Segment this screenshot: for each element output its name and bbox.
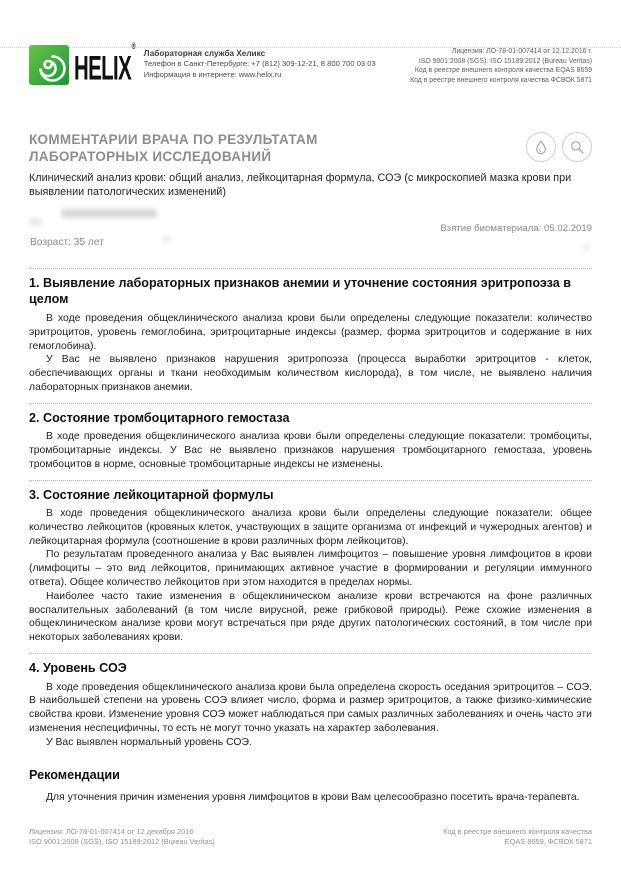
- license-line: Код в реестре внешнего контроля качества ФСВОК 5871: [410, 76, 592, 84]
- patient-age: Возраст: 35 лет: [30, 236, 104, 248]
- title-row: [29, 131, 592, 165]
- company-phone: Телефон в Санкт-Петербурге: +7 (812) 309-12-21, 8 800 700 03 03: [143, 59, 376, 68]
- company-name: Лабораторная служба Хеликс: [143, 49, 266, 58]
- section-heading: 4. Уровень СОЭ: [29, 661, 127, 676]
- redacted-patient-name: [61, 209, 157, 218]
- section-paragraph: По результатам проведенного анализа у Вас выявлен лимфоцитоз – повышение уровня лимфоцитов в крови (лимфоциты – это вид лейкоцитов, принимающих активное участие в формировании и регуляции иммунного ответа). Общее количество лейкоцитов при этом находится в пределах нормы.: [29, 549, 592, 589]
- company-contact-block: [144, 45, 376, 80]
- microscopy-magnifier-icon: [562, 132, 592, 162]
- page-footer: [29, 827, 592, 847]
- section-paragraph: В ходе проведения общеклинического анализа крови были определены следующие показатели: общее количество лейкоцитов (кровяных клеток, участвующих в защите организма от инфекций и чужеродных агентов) и лейкоцитарная формула (соотношение в крови различных форм лейкоцитов).: [29, 508, 592, 547]
- logo-wordmark: HELIX®: [74, 41, 136, 88]
- section-paragraph: Наиболее часто такие изменения в общеклиническом анализе крови встречаются на фоне различных воспалительных заболеваний (в том числе вирусной, реже грибковой природы). Реже схожие изменения в общеклиническом анализе крови могут встречаться при ряде других патологических состояний, в том числе при некоторых заболеваниях крови.: [29, 590, 592, 644]
- recommendations-section: [29, 767, 592, 805]
- license-block: [410, 45, 592, 85]
- redacted-text: [582, 245, 590, 250]
- section-paragraph: В ходе проведения общеклинического анализа крови была определена скорость оседания эритроцитов – СОЭ. В наибольшей степени на уровень СОЭ влияет число, форма и размер эритроцитов, а также физико-химические свойства крови. Изменение уровня СОЭ может наблюдаться при самых различных заболеваниях и очень часто эти изменения неспецифичны, то есть не могут точно указать на характер заболевания.: [29, 681, 592, 734]
- section-paragraph: У Вас выявлен нормальный уровень СОЭ.: [46, 736, 252, 748]
- section-heading: 3. Состояние лейкоцитарной формулы: [29, 487, 274, 502]
- recommendations-paragraph: Для уточнения причин изменения уровня лимфоцитов в крови Вам целесообразно посетить врача-терапевта.: [46, 792, 580, 804]
- footer-line: Код в реестре внешнего контроля качества: [443, 827, 592, 836]
- license-line: ISO 9001:2008 (SGS). ISO 15189:2012 (Bureau Veritas): [418, 57, 592, 65]
- company-website: Информация в интернете: www.helix.ru: [143, 69, 282, 79]
- footer-quality-codes: [443, 827, 592, 847]
- section-paragraph: У Вас не выявлено признаков нарушения эритропоэза (процесса выработки эритроцитов - клеток, обеспечивающих органы и ткани необходимым количеством кислорода), в том числе, не выявлено наличия лабораторных признаков анемии.: [29, 354, 592, 393]
- license-line: Код в реестре внешнего контроля качества EQAS 8659: [414, 67, 592, 75]
- report-section: [29, 653, 592, 757]
- report-section: [29, 268, 592, 403]
- test-type-icons: [526, 131, 592, 162]
- letterhead: [29, 41, 592, 88]
- section-heading: 2. Состояние тромбоцитарного гемостаза: [29, 410, 290, 425]
- report-section: [29, 403, 592, 480]
- analysis-name: Клинический анализ крови: общий анализ, лейкоцитарная формула, СОЭ (с микроскопией мазка крови при выявлении патологических изменений): [29, 172, 572, 199]
- recommendations-heading: Рекомендации: [29, 767, 120, 782]
- redacted-text: [29, 218, 42, 225]
- section-heading: 1. Выявление лабораторных признаков анемии и уточнение состояния эритропоэза в целом: [29, 275, 571, 307]
- license-line: Лицензия: ЛО-78-01-007414 от 12.12.2016 г.: [451, 48, 592, 55]
- registered-mark: ®: [131, 41, 136, 51]
- redacted-text: [162, 236, 171, 242]
- biomaterial-date: Взятие биоматериала: 05.02.2019: [440, 222, 592, 234]
- footer-line: EQAS 8659, ФСВОК 5871: [504, 837, 592, 847]
- report-section: [29, 480, 592, 653]
- document-title: КОММЕНТАРИИ ВРАЧА ПО РЕЗУЛЬТАТАМ ЛАБОРАТОРНЫХ ИССЛЕДОВАНИЙ: [29, 132, 318, 165]
- footer-line: ISO 9001:2008 (SGS), ISO 15189:2012 (Bureau Veritas): [29, 837, 215, 847]
- footer-line: Лицензия: ЛО-78-01-007414 от 12 декабря 2016: [29, 827, 194, 836]
- helix-spiral-icon: [29, 45, 69, 85]
- sections: [29, 268, 592, 758]
- blood-drop-icon: [526, 132, 556, 162]
- section-paragraph: В ходе проведения общеклинического анализа крови были определены следующие показатели: количество эритроцитов, уровень гемоглобина, эритроцитарные индексы (размер, форма эритроцитов и содержание в них гемоглобина).: [29, 312, 592, 352]
- footer-license: [29, 827, 215, 847]
- section-paragraph: В ходе проведения общеклинического анализа крови были определены следующие показатели: тромбоциты, тромбоцитарные индексы. У Вас не выявлено признаков нарушения тромбоцитарного гемостаза, уровень тромбоцитов в норме, основные тромбоцитарные индексы не изменены.: [29, 431, 592, 470]
- patient-meta: [29, 208, 592, 260]
